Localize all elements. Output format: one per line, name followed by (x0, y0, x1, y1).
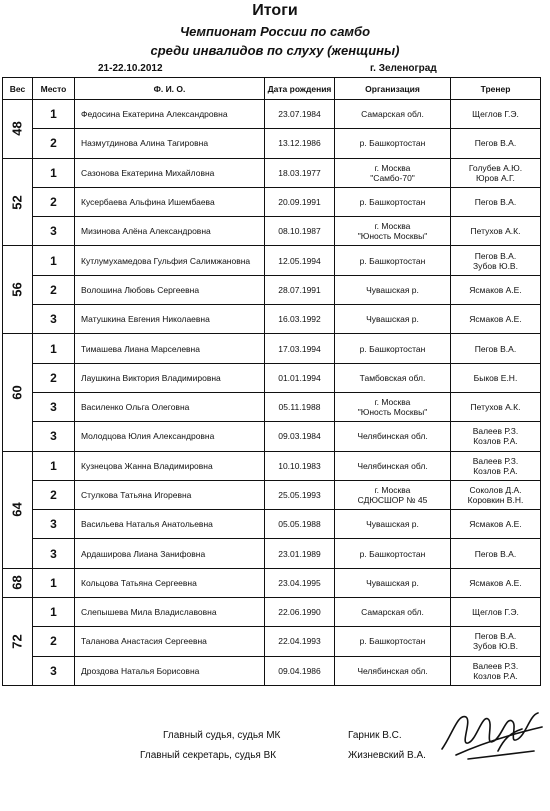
birthdate-cell: 22.04.1993 (265, 627, 335, 656)
organization-cell: Самарская обл. (335, 598, 451, 627)
place-cell: 1 (33, 158, 75, 187)
coach-cell: Пегов В.А. Зубов Ю.В. (451, 246, 541, 275)
birthdate-cell: 23.01.1989 (265, 539, 335, 568)
weight-class-cell (3, 568, 33, 597)
birthdate-cell: 10.10.1983 (265, 451, 335, 480)
coach-cell: Соколов Д.А. Коровкин В.Н. (451, 480, 541, 509)
weight-class-label: 72 (10, 634, 25, 649)
name-cell: Назмутдинова Алина Тагировна (75, 129, 265, 158)
place-cell: 2 (33, 187, 75, 216)
coach-cell: Ясмаков А.Е. (451, 305, 541, 334)
chief-secretary-label: Главный секретарь, судья ВК (140, 750, 277, 761)
organization-cell: Чувашская р. (335, 275, 451, 304)
name-cell: Федосина Екатерина Александровна (75, 100, 265, 129)
table-row (3, 480, 541, 509)
event-location: г. Зеленоград (370, 63, 437, 74)
name-cell: Сазонова Екатерина Михайловна (75, 158, 265, 187)
place-cell: 2 (33, 480, 75, 509)
coach-cell: Пегов В.А. (451, 539, 541, 568)
table-row (3, 187, 541, 216)
table-header-row (3, 78, 541, 100)
birthdate-cell: 23.04.1995 (265, 568, 335, 597)
organization-cell: г. Москва "Юность Москвы" (335, 217, 451, 246)
coach-cell: Петухов А.К. (451, 217, 541, 246)
birthdate-cell: 05.11.1988 (265, 392, 335, 421)
birthdate-cell: 09.03.1984 (265, 422, 335, 451)
place-cell: 1 (33, 246, 75, 275)
place-cell: 3 (33, 305, 75, 334)
name-cell: Кутлумухамедова Гульфия Салимжановна (75, 246, 265, 275)
birthdate-cell: 16.03.1992 (265, 305, 335, 334)
competition-category: среди инвалидов по слуху (женщины) (150, 43, 400, 58)
coach-cell: Ясмаков А.Е. (451, 510, 541, 539)
table-row (3, 129, 541, 158)
table-row (3, 275, 541, 304)
weight-class-label: 52 (10, 194, 25, 210)
coach-cell: Петухов А.К. (451, 392, 541, 421)
name-cell: Дроздова Наталья Борисовна (75, 656, 265, 685)
name-cell: Василенко Ольга Олеговна (75, 392, 265, 421)
birthdate-cell: 18.03.1977 (265, 158, 335, 187)
birthdate-cell: 13.12.1986 (265, 129, 335, 158)
results-table (2, 77, 541, 686)
table-row (3, 100, 541, 129)
place-cell: 2 (33, 363, 75, 392)
organization-cell: р. Башкортостан (335, 539, 451, 568)
place-cell: 1 (33, 568, 75, 597)
name-cell: Лаушкина Виктория Владимировна (75, 363, 265, 392)
coach-cell: Пегов В.А. (451, 187, 541, 216)
organization-cell: р. Башкортостан (335, 187, 451, 216)
table-row (3, 246, 541, 275)
place-cell: 3 (33, 422, 75, 451)
organization-cell: Самарская обл. (335, 100, 451, 129)
column-header-name: Ф. И. О. (75, 78, 265, 100)
event-date: 21-22.10.2012 (98, 63, 163, 74)
birthdate-cell: 09.04.1986 (265, 656, 335, 685)
coach-cell: Ясмаков А.Е. (451, 568, 541, 597)
table-row (3, 334, 541, 363)
weight-class-cell (3, 100, 33, 159)
column-header-coach: Тренер (451, 78, 541, 100)
birthdate-cell: 17.03.1994 (265, 334, 335, 363)
table-row (3, 363, 541, 392)
name-cell: Кузнецова Жанна Владимировна (75, 451, 265, 480)
column-header-place: Место (33, 78, 75, 100)
organization-cell: г. Москва СДЮСШОР № 45 (335, 480, 451, 509)
place-cell: 3 (33, 656, 75, 685)
coach-cell: Ясмаков А.Е. (451, 275, 541, 304)
coach-cell: Валеев Р.З. Козлов Р.А. (451, 656, 541, 685)
organization-cell: Чувашская р. (335, 305, 451, 334)
weight-class-label: 68 (10, 575, 25, 591)
name-cell: Кольцова Татьяна Сергеевна (75, 568, 265, 597)
table-row (3, 392, 541, 421)
table-row (3, 305, 541, 334)
weight-class-label: 48 (10, 121, 25, 137)
birthdate-cell: 20.09.1991 (265, 187, 335, 216)
weight-class-cell (3, 334, 33, 451)
weight-class-cell (3, 246, 33, 334)
place-cell: 1 (33, 451, 75, 480)
coach-cell: Валеев Р.З. Козлов Р.А. (451, 451, 541, 480)
place-cell: 3 (33, 392, 75, 421)
table-row (3, 217, 541, 246)
name-cell: Ардаширова Лиана Занифовна (75, 539, 265, 568)
organization-cell: р. Башкортостан (335, 334, 451, 363)
name-cell: Молодцова Юлия Александровна (75, 422, 265, 451)
chief-secretary-name: Жизневский В.А. (348, 750, 426, 761)
organization-cell: г. Москва "Самбо-70" (335, 158, 451, 187)
document-title: Итоги (252, 2, 298, 19)
place-cell: 1 (33, 100, 75, 129)
place-cell: 3 (33, 510, 75, 539)
place-cell: 2 (33, 627, 75, 656)
results-body (3, 100, 541, 686)
birthdate-cell: 12.05.1994 (265, 246, 335, 275)
organization-cell: р. Башкортостан (335, 246, 451, 275)
organization-cell: Челябинская обл. (335, 656, 451, 685)
name-cell: Стулкова Татьяна Игоревна (75, 480, 265, 509)
coach-cell: Быков Е.Н. (451, 363, 541, 392)
coach-cell: Пегов В.А. (451, 129, 541, 158)
coach-cell: Валеев Р.З. Козлов Р.А. (451, 422, 541, 451)
place-cell: 2 (33, 129, 75, 158)
coach-cell: Пегов В.А. (451, 334, 541, 363)
table-row (3, 656, 541, 685)
competition-name: Чемпионат России по самбо (179, 24, 371, 39)
birthdate-cell: 23.07.1984 (265, 100, 335, 129)
organization-cell: Чувашская р. (335, 568, 451, 597)
table-row (3, 510, 541, 539)
birthdate-cell: 25.05.1993 (265, 480, 335, 509)
organization-cell: Челябинская обл. (335, 422, 451, 451)
table-row (3, 158, 541, 187)
name-cell: Кусербаева Альфина Ишембаева (75, 187, 265, 216)
table-row (3, 598, 541, 627)
birthdate-cell: 28.07.1991 (265, 275, 335, 304)
weight-class-label: 64 (10, 502, 25, 517)
place-cell: 1 (33, 334, 75, 363)
coach-cell: Щеглов Г.Э. (451, 100, 541, 129)
name-cell: Таланова Анастасия Сергеевна (75, 627, 265, 656)
place-cell: 3 (33, 539, 75, 568)
birthdate-cell: 22.06.1990 (265, 598, 335, 627)
table-row (3, 627, 541, 656)
weight-class-cell (3, 158, 33, 246)
chief-judge-name: Гарник В.С. (348, 730, 402, 741)
table-row (3, 422, 541, 451)
name-cell: Слепышева Мила Владиславовна (75, 598, 265, 627)
place-cell: 1 (33, 598, 75, 627)
organization-cell: р. Башкортостан (335, 129, 451, 158)
coach-cell: Голубев А.Ю. Юров А.Г. (451, 158, 541, 187)
weight-class-cell (3, 598, 33, 686)
weight-class-label: 60 (10, 385, 25, 400)
table-row (3, 451, 541, 480)
name-cell: Васильева Наталья Анатольевна (75, 510, 265, 539)
coach-cell: Пегов В.А. Зубов Ю.В. (451, 627, 541, 656)
weight-class-label: 56 (10, 282, 25, 298)
birthdate-cell: 05.05.1988 (265, 510, 335, 539)
place-cell: 2 (33, 275, 75, 304)
handwritten-signature (438, 705, 546, 763)
name-cell: Мизинова Алёна Александровна (75, 217, 265, 246)
weight-class-cell (3, 451, 33, 568)
organization-cell: г. Москва "Юность Москвы" (335, 392, 451, 421)
name-cell: Тимашева Лиана Марселевна (75, 334, 265, 363)
birthdate-cell: 01.01.1994 (265, 363, 335, 392)
coach-cell: Щеглов Г.Э. (451, 598, 541, 627)
organization-cell: р. Башкортостан (335, 627, 451, 656)
birthdate-cell: 08.10.1987 (265, 217, 335, 246)
table-row (3, 568, 541, 597)
name-cell: Волошина Любовь Сергеевна (75, 275, 265, 304)
column-header-weight: Вес (3, 78, 33, 100)
place-cell: 3 (33, 217, 75, 246)
name-cell: Матушкина Евгения Николаевна (75, 305, 265, 334)
organization-cell: Чувашская р. (335, 510, 451, 539)
column-header-birthdate: Дата рождения (265, 78, 335, 100)
table-row (3, 539, 541, 568)
organization-cell: Челябинская обл. (335, 451, 451, 480)
chief-judge-label: Главный судья, судья МК (163, 730, 281, 741)
organization-cell: Тамбовская обл. (335, 363, 451, 392)
column-header-organization: Организация (335, 78, 451, 100)
